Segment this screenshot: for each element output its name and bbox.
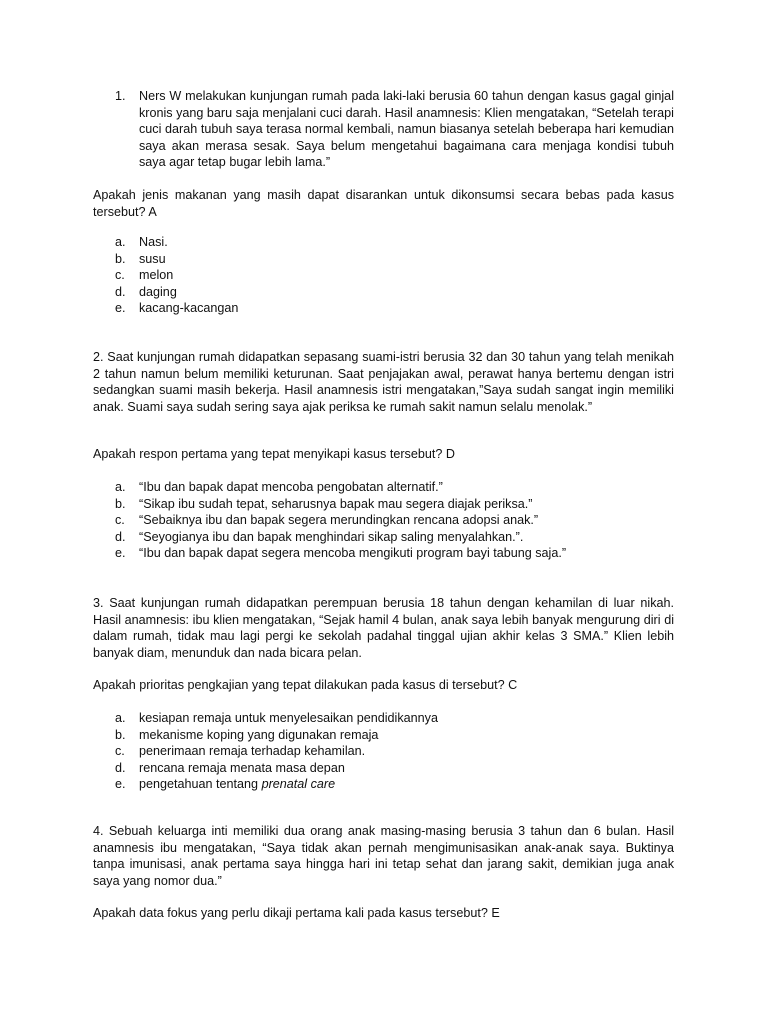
option-e[interactable]: e. “Ibu dan bapak dapat segera mencoba mengikuti program bayi tabung saja.”: [115, 546, 567, 560]
question-3-prompt: Apakah prioritas pengkajian yang tepat dilakukan pada kasus di tersebut? C: [93, 678, 518, 692]
option-b[interactable]: b. mekanisme koping yang digunakan remaja: [115, 727, 379, 742]
question-3-stem: 3. Saat kunjungan rumah didapatkan perempuan berusia 18 tahun dengan kehamilan di luar nikah. Hasil anamnesis: ibu klien mengatakan, “Sejak hamil 4 bulan, anak saya lebih banyak mengurung diri di dalam rumah, tidak mau lagi pergi ke sekolah padahal tinggal ujian akhir kelas 3 SMA.” Klien lebih banyak diam, menunduk dan nada bicara pelan.: [93, 596, 674, 660]
option-a[interactable]: a. Nasi.: [115, 235, 168, 249]
option-a[interactable]: a. kesiapan remaja untuk menyelesaikan pendidikannya: [115, 711, 438, 725]
option-e[interactable]: e. pengetahuan tentang prenatal care: [115, 777, 336, 791]
option-b[interactable]: b. susu: [115, 251, 166, 266]
option-d[interactable]: d. daging: [115, 284, 177, 299]
option-d[interactable]: d. “Seyogianya ibu dan bapak menghindari sikap saling menyalahkan.”.: [115, 529, 524, 544]
option-c[interactable]: c. “Sebaiknya ibu dan bapak segera merundingkan rencana adopsi anak.”: [115, 513, 539, 527]
option-b[interactable]: b. “Sikap ibu sudah tepat, seharusnya bapak mau segera diajak periksa.”: [115, 496, 533, 511]
question-1-stem: Ners W melakukan kunjungan rumah pada laki-laki berusia 60 tahun dengan kasus gagal ginjal kronis yang baru saja menjalani cuci darah. Hasil anamnesis: Klien mengatakan, “Setelah terapi cuci darah tubuh saya terasa normal kembali, namun biasanya setelah beberapa hari kemudian saya akan merasa sesak. Saya belum mengetahui bagaimana cara menjaga kondisi tubuh saya agar tetap bugar lebih lama.”: [139, 89, 674, 170]
question-1-number: 1.: [115, 89, 126, 103]
question-1-prompt: Apakah jenis makanan yang masih dapat disarankan untuk dikonsumsi secara bebas pada kasus tersebut? A: [93, 188, 674, 219]
question-4-stem: 4. Sebuah keluarga inti memiliki dua orang anak masing-masing berusia 3 tahun dan 6 bulan. Hasil anamnesis ibu mengatakan, “Saya tidak akan pernah mengimunisasikan anak-anak saya. Buktinya tanpa imunisasi, anak pertama saya hingga hari ini tetap sehat dan jarang sakit, demikian juga anak saya yang nomor dua.”: [93, 824, 674, 888]
question-4-prompt: Apakah data fokus yang perlu dikaji pertama kali pada kasus tersebut? E: [93, 906, 500, 920]
question-2-prompt: Apakah respon pertama yang tepat menyikapi kasus tersebut? D: [93, 447, 455, 461]
question-1-options: [115, 234, 238, 317]
option-c[interactable]: c. penerimaan remaja terhadap kehamilan.: [115, 744, 366, 758]
option-e[interactable]: e. kacang-kacangan: [115, 301, 239, 315]
prenatal-care-term: prenatal care: [261, 777, 336, 791]
question-2-options: [115, 479, 566, 562]
question-3-options: [115, 710, 438, 793]
option-c[interactable]: c. melon: [115, 268, 174, 282]
question-2-stem: 2. Saat kunjungan rumah didapatkan sepasang suami-istri berusia 32 dan 30 tahun yang telah menikah 2 tahun namun belum memiliki keturunan. Saat penjajakan awal, perawat hanya bertemu dengan istri sedangkan suami masih bekerja. Hasil anamnesis istri mengatakan,”Saya sudah sangat ingin memiliki anak. Suami saya sudah sering saya ajak periksa ke rumah sakit namun selalu menolak.”: [93, 350, 674, 414]
option-a[interactable]: a. “Ibu dan bapak dapat mencoba pengobatan alternatif.”: [115, 480, 443, 494]
option-d[interactable]: d. rencana remaja menata masa depan: [115, 760, 345, 775]
